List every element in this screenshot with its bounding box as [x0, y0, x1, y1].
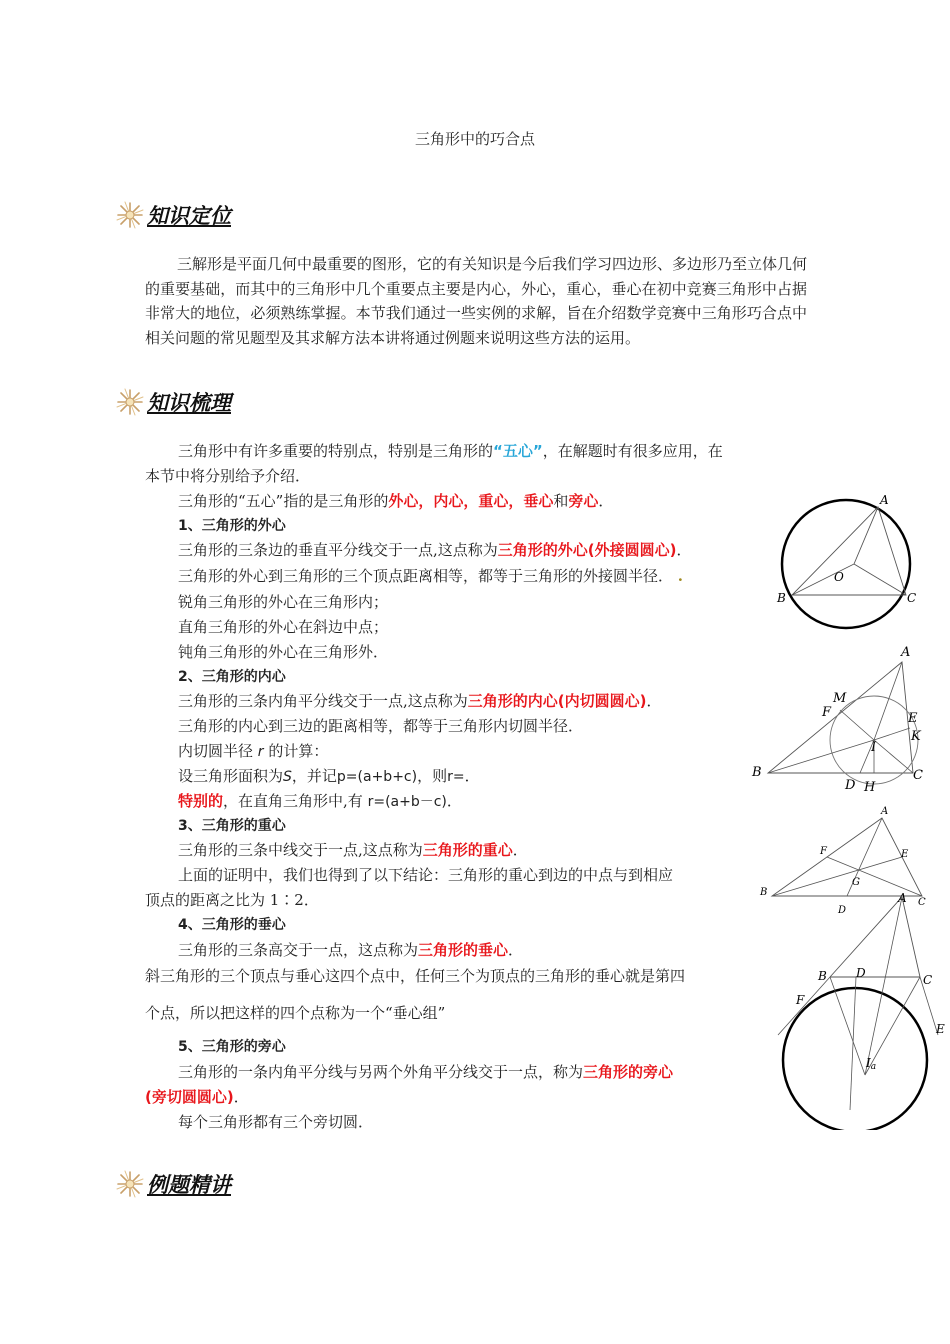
formula: p=(a+b+c): [336, 769, 418, 785]
summary-line-3: [178, 490, 613, 511]
text: ．: [446, 792, 462, 810]
text: ．: [646, 692, 662, 710]
label-C: C: [923, 973, 933, 987]
subheading-excenter: 5、三角形的旁心: [178, 1039, 286, 1055]
highlight: 特别的: [178, 792, 224, 810]
formula: r=: [447, 769, 465, 785]
label-A: A: [898, 891, 907, 905]
text: 三角形的外心到三角形的三个顶点距离相等，都等于三角形的外接圆半径．: [178, 567, 674, 585]
section-title: 知识定位: [147, 203, 231, 228]
label-I: I: [871, 740, 877, 755]
label-F: F: [796, 993, 805, 1007]
label-B: B: [752, 765, 762, 780]
highlight: 三角形的重心: [422, 841, 513, 859]
highlight: 三角形的旁心: [583, 1063, 674, 1081]
highlight: 三角形的垂心: [418, 941, 509, 959]
excenter-def-2: [145, 1086, 249, 1107]
summary-line-1: [178, 440, 723, 461]
inradius-heading: [178, 740, 328, 761]
centroid-def: [178, 839, 528, 860]
highlight: (旁切圆圆心): [145, 1088, 234, 1106]
text: 三角形的“五心”指的是三角形的: [178, 492, 389, 510]
circumcenter-acute: 锐角三角形的外心在三角形内；: [178, 593, 389, 611]
page-title: 三角形中的巧合点: [414, 130, 535, 148]
centroid-property-2: 顶点的距离之比为 1∶2．: [145, 891, 319, 909]
text: 设三角形面积为: [178, 767, 284, 785]
star-icon: [115, 1169, 145, 1199]
figure-excenter: [770, 885, 950, 1130]
intro-paragraph: 三解形是平面几何中最重要的图形，它的有关知识是今后我们学习四边形、多边形乃至立体几何的重要基础，而其中的三角形中几个重要点主要是内心，外心，重心，垂心在初中竞赛三角形中占据非常大的地位，必须熟练掌握。本节我们通过一些实例的求解，旨在介绍数学竞赛中三角形巧合点中相关问题的常见题型及其求解方法本讲将通过例题来说明这些方法的运用。: [145, 255, 808, 347]
text: 和: [553, 492, 569, 510]
label-K: K: [911, 729, 921, 744]
section-title: 例题精讲: [147, 1172, 231, 1197]
incenter-property: 三角形的内心到三边的距离相等，都等于三角形内切圆半径．: [178, 717, 584, 735]
label-O: O: [834, 570, 844, 584]
label-A: A: [880, 493, 889, 507]
section-heading-knowledge-positioning: [115, 198, 231, 232]
text: ．: [598, 492, 614, 510]
figure-incenter: [750, 640, 940, 800]
text: 三角形的三条边的垂直平分线交于一点,这点称为: [178, 541, 498, 559]
label-C: C: [907, 591, 917, 605]
label-D: D: [856, 966, 866, 980]
label-Ia-sub: a: [870, 1062, 877, 1072]
text: 三角形的三条内角平分线交于一点,这点称为: [178, 692, 468, 710]
label-B: B: [760, 887, 768, 898]
text: 三角形的三条高交于一点，这点称为: [178, 941, 419, 959]
centroid-property-1: 上面的证明中，我们也得到了以下结论：三角形的重心到边的中点与到相应: [178, 866, 674, 884]
label-D: D: [845, 778, 856, 793]
label-E: E: [908, 711, 918, 726]
subheading-circumcenter: 1、三角形的外心: [178, 518, 286, 534]
highlight: 三角形的外心(外接圆圆心): [497, 541, 677, 559]
label-E: E: [936, 1022, 945, 1036]
label-A: A: [901, 645, 911, 660]
figure-circumcenter: [770, 490, 930, 640]
text: ，则: [417, 767, 448, 785]
label-F: F: [822, 705, 832, 720]
orthocenter-property-2: 个点，所以把这样的四个点称为一个“垂心组”: [145, 1004, 446, 1022]
label-G: G: [852, 877, 860, 888]
circumcenter-obtuse: 钝角三角形的外心在三角形外．: [178, 643, 389, 661]
label-B: B: [818, 969, 827, 983]
text: 三角形的一条内角平分线与另两个外角平分线交于一点，称为: [178, 1063, 584, 1081]
circumcenter-right: 直角三角形的外心在斜边中点；: [178, 618, 389, 636]
label-C: C: [918, 897, 926, 908]
excenter-count: 每个三角形都有三个旁切圆．: [178, 1113, 374, 1131]
text: 内切圆半径: [178, 742, 254, 760]
label-C: C: [913, 768, 923, 783]
triangle: [792, 507, 906, 595]
orthocenter-property-1: 斜三角形的三个顶点与垂心这四个点中，任何三个为顶点的三角形的垂心就是第四: [145, 967, 686, 985]
var: r: [257, 744, 264, 760]
section-title: 知识梳理: [147, 390, 231, 415]
text: ，在直角三角形中,有: [223, 792, 363, 810]
label-F: F: [820, 846, 827, 857]
excircle: [783, 988, 927, 1130]
label-M: M: [833, 691, 847, 706]
text: ．: [512, 841, 528, 859]
formula: r=(a+b－c): [367, 794, 447, 810]
incenter-def: [178, 690, 662, 711]
text: 三角形中有许多重要的特别点，特别是三角形的: [178, 442, 494, 460]
subheading-orthocenter: 4、三角形的垂心: [178, 917, 286, 933]
mark: .: [677, 567, 684, 585]
circumcenter-property: [178, 565, 683, 586]
text: ，并记: [291, 767, 337, 785]
circumcenter-def: [178, 539, 692, 560]
text: ．: [233, 1088, 249, 1106]
inradius-right-triangle: [178, 790, 462, 811]
text: ，在解题时有很多应用，在: [542, 442, 723, 460]
section-heading-examples: [115, 1167, 231, 1201]
text: 三角形的三条中线交于一点,这点称为: [178, 841, 423, 859]
inradius-formula: [178, 765, 480, 786]
five-centers-highlight: “五心”: [493, 442, 543, 460]
text: ．: [676, 541, 692, 559]
circumcircle: [782, 500, 910, 628]
label-E: E: [901, 849, 909, 860]
label-Ia-main: I: [866, 1056, 871, 1070]
text: 的计算：: [268, 742, 329, 760]
subheading-incenter: 2、三角形的内心: [178, 669, 286, 685]
star-icon: [115, 387, 145, 417]
text: ．: [508, 941, 524, 959]
highlight: 外心，内心，重心，垂心: [388, 492, 554, 510]
label-A: A: [881, 806, 889, 817]
summary-line-2: 本节中将分别给予介绍．: [145, 467, 311, 485]
excenter-def: [178, 1061, 673, 1082]
subheading-centroid: 3、三角形的重心: [178, 818, 286, 834]
label-H: H: [864, 780, 876, 795]
orthocenter-def: [178, 939, 523, 960]
text: ．: [464, 767, 480, 785]
section-heading-knowledge-review: [115, 385, 231, 419]
label-B: B: [777, 591, 786, 605]
highlight: 旁心: [568, 492, 599, 510]
var: S: [283, 769, 292, 785]
highlight: 三角形的内心(内切圆圆心): [467, 692, 647, 710]
star-icon: [115, 200, 145, 230]
label-D: D: [838, 905, 847, 916]
